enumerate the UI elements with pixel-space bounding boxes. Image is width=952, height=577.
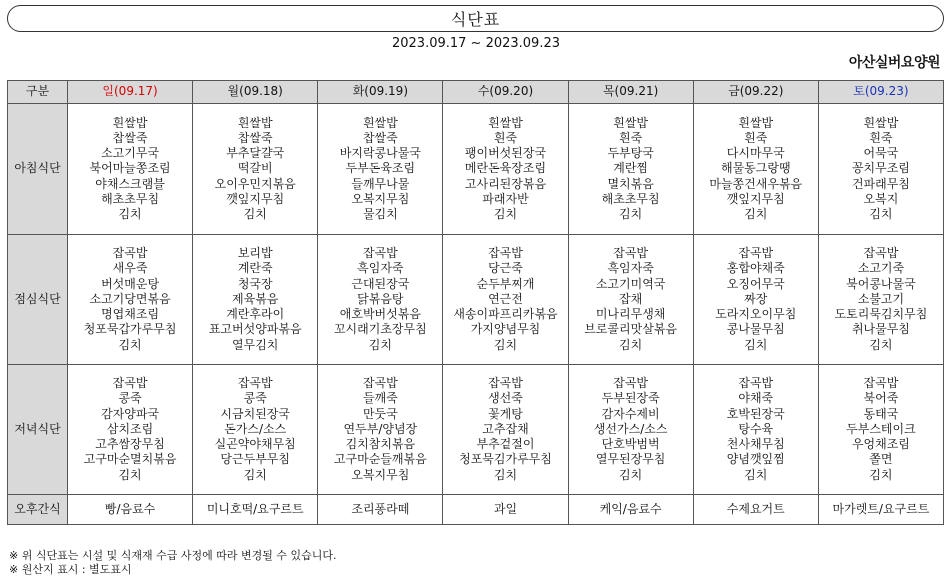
dish-item: 김치 (243, 467, 267, 482)
dish-item: 실곤약야채무침 (214, 437, 296, 452)
dish-item: 표고버섯양파볶음 (208, 322, 302, 337)
dish-item: 잡곡밥 (362, 376, 398, 391)
dish-item: 부추달걀국 (226, 146, 285, 161)
dish-item: 청국장 (237, 276, 273, 291)
dish-item: 고사리된장볶음 (464, 176, 547, 191)
dish-item: 찹쌀죽 (237, 130, 273, 145)
dish-item: 소고기죽 (857, 261, 905, 276)
dish-item: 오복지 (863, 191, 899, 206)
dish-item: 김치 (493, 337, 518, 352)
dish-item: 브로콜리맛살볶음 (584, 322, 677, 337)
dish-item: 김치 (619, 337, 643, 352)
dish-item: 김치 (243, 207, 267, 221)
menu-cell (568, 365, 693, 495)
dish-item: 김치 (118, 337, 142, 352)
dish-item: 김치 (118, 467, 142, 482)
dish-item: 돈가스/소스 (224, 421, 287, 436)
dish-item: 잡곡밥 (362, 246, 398, 261)
dish-item: 고구마순들깨볶음 (333, 452, 427, 467)
dish-item: 잡곡밥 (738, 246, 774, 261)
day-header: 금(09.22) (693, 81, 818, 104)
dish-item: 김치 (619, 207, 643, 221)
meal-row-lunch (8, 235, 944, 365)
facility-name: 아산실버요양원 (848, 55, 940, 71)
dish-item: 홍합야채죽 (726, 261, 785, 276)
menu-cell (68, 365, 193, 495)
dish-item: 생선죽 (488, 391, 523, 406)
corner-header: 구분 (8, 81, 68, 104)
dish-item: 소고기무국 (101, 146, 160, 161)
dish-item: 당근두부무침 (220, 452, 290, 467)
dish-item: 흰쌀밥 (488, 115, 523, 130)
dish-item: 미니호떡/요구르트 (206, 501, 304, 516)
dish-item: 김치 (368, 337, 392, 352)
dish-item: 콩죽 (118, 391, 142, 406)
menu-cell (818, 365, 943, 495)
dish-item: 케익/음료수 (599, 501, 662, 516)
day-header: 목(09.21) (568, 81, 693, 104)
dish-item: 꼬시래기초장무침 (333, 322, 427, 337)
dish-item: 흑임자죽 (357, 261, 404, 276)
dish-item: 감자양파국 (101, 406, 160, 421)
dish-item: 두부스테이크 (846, 421, 916, 436)
dish-item: 잡곡밥 (488, 376, 523, 391)
dish-item: 빵/음료수 (104, 501, 156, 516)
dish-item: 잡곡밥 (237, 376, 273, 391)
menu-cell (318, 235, 443, 365)
dish-item: 흰쌀밥 (112, 115, 148, 130)
dish-item: 가지양념무침 (470, 322, 541, 337)
dish-item: 콩죽 (243, 391, 267, 406)
meal-label: 저녁식단 (8, 365, 68, 495)
menu-cell (68, 235, 193, 365)
dish-item: 고추쌈장무침 (95, 437, 165, 452)
dish-item: 새우죽 (112, 261, 148, 276)
dish-item: 파래자반 (482, 191, 529, 206)
dish-item: 시금치된장국 (220, 406, 290, 421)
menu-cell (693, 365, 818, 495)
dish-item: 쫄면 (869, 452, 893, 467)
dish-item: 양념깻잎찜 (726, 452, 785, 467)
menu-cell (818, 495, 943, 525)
dish-item: 김치 (118, 207, 142, 221)
dish-item: 삼치조림 (106, 421, 154, 436)
dish-item: 단호박범벅 (601, 437, 660, 452)
dish-item: 잡곡밥 (613, 376, 649, 391)
dish-item: 계란찜 (613, 161, 649, 176)
dish-item: 오복지무침 (351, 467, 410, 482)
dish-item: 부추겉절이 (476, 437, 535, 452)
dish-item: 팽이버섯된장국 (464, 146, 547, 161)
dish-item: 만둣국 (362, 406, 398, 421)
day-header: 수(09.20) (443, 81, 568, 104)
dish-item: 해초초무침 (601, 191, 660, 206)
dish-item: 북어콩나물국 (846, 276, 916, 291)
dish-item: 멸치볶음 (607, 176, 654, 191)
dish-item: 북어마늘쫑조림 (89, 161, 171, 176)
dish-item: 고구마순멸치볶음 (83, 452, 177, 467)
dish-item: 보리밥 (237, 246, 273, 261)
dish-item: 두부탕국 (607, 146, 654, 161)
dish-item: 연두부/양념장 (343, 421, 418, 436)
dish-item: 김치 (869, 467, 893, 482)
dish-item: 꽃게탕 (488, 406, 523, 421)
menu-cell (318, 104, 443, 235)
dish-item: 건파래무침 (851, 176, 910, 191)
dish-item: 야채죽 (738, 391, 774, 406)
dish-item: 미나리무생채 (595, 307, 666, 322)
dish-item: 조리퐁라떼 (351, 501, 410, 516)
dish-item: 고추잡채 (482, 421, 529, 436)
menu-cell (693, 104, 818, 235)
dish-item: 애호박버섯볶음 (339, 307, 421, 322)
dish-item: 잡곡밥 (863, 376, 899, 391)
dish-item: 계란후라이 (226, 307, 285, 322)
dish-item: 천사채무침 (726, 437, 785, 452)
dish-item: 깻잎지무침 (726, 191, 785, 206)
dish-item: 해물동그랑땡 (720, 161, 791, 176)
dish-item: 꽁치무조림 (851, 161, 910, 176)
dish-item: 청포묵김가루무침 (459, 452, 552, 467)
dish-item: 동태국 (863, 406, 899, 421)
note-change: ※ 위 식단표는 시설 및 식재재 수급 사정에 따라 변경될 수 있습니다. (9, 549, 337, 562)
dish-item: 김치 (493, 207, 518, 221)
menu-cell (443, 235, 568, 365)
dish-item: 소고기미역국 (595, 276, 666, 291)
header-row (8, 81, 944, 104)
dish-item: 당근죽 (488, 261, 523, 276)
meal-label: 아침식단 (8, 104, 68, 235)
meal-row-dinner (8, 365, 944, 495)
meal-row-snack (8, 495, 944, 525)
day-header: 화(09.19) (318, 81, 443, 104)
dish-item: 다시마무국 (726, 146, 785, 161)
dish-item: 과일 (493, 501, 518, 516)
dish-item: 제육볶음 (232, 291, 279, 306)
page-title: 식단표 (450, 10, 501, 29)
dish-item: 짜장 (744, 291, 768, 306)
dish-item: 물김치 (362, 207, 398, 221)
dish-item: 연근전 (488, 291, 523, 306)
dish-item: 잡곡밥 (112, 376, 148, 391)
dish-item: 버섯매운탕 (101, 276, 160, 291)
dish-item: 잡곡밥 (863, 246, 899, 261)
dish-item: 도라지오이무침 (715, 307, 797, 322)
dish-item: 우엉채조림 (851, 437, 910, 452)
dish-item: 흰죽 (744, 130, 768, 145)
meal-label: 점심식단 (8, 235, 68, 365)
dish-item: 수제요거트 (726, 501, 785, 516)
dish-item: 열무김치 (232, 337, 279, 352)
dish-item: 야채스크램블 (95, 176, 165, 191)
dish-item: 흰쌀밥 (738, 115, 774, 130)
menu-cell (193, 365, 318, 495)
menu-cell (68, 104, 193, 235)
dish-item: 명엽채조림 (101, 307, 160, 322)
dish-item: 오이우민지볶음 (214, 176, 296, 191)
meal-row-breakfast (8, 104, 944, 235)
dish-item: 어묵국 (863, 146, 899, 161)
dish-item: 두부된장죽 (601, 391, 660, 406)
menu-cell (568, 495, 693, 525)
dish-item: 열무된장무침 (595, 452, 666, 467)
dish-item: 두부돈육조림 (345, 161, 416, 176)
dish-item: 흰죽 (493, 130, 518, 145)
dish-item: 메란돈육장조림 (464, 161, 547, 176)
dish-item: 김치 (619, 467, 643, 482)
day-header: 토(09.23) (818, 81, 943, 104)
dish-item: 잡곡밥 (488, 246, 523, 261)
dish-item: 흰쌀밥 (237, 115, 273, 130)
dish-item: 마늘쫑건새우볶음 (709, 176, 803, 191)
dish-item: 호박된장국 (726, 406, 785, 421)
dish-item: 해초초무침 (101, 191, 160, 206)
menu-cell (318, 365, 443, 495)
dish-item: 깻잎지무침 (226, 191, 285, 206)
dish-item: 오복지무침 (351, 191, 410, 206)
dish-item: 찹쌀죽 (112, 130, 148, 145)
menu-cell (443, 365, 568, 495)
dish-item: 생선가스/소스 (593, 421, 668, 436)
day-header: 월(09.18) (193, 81, 318, 104)
meal-label: 오후간식 (8, 495, 68, 525)
menu-cell (693, 495, 818, 525)
dish-item: 바지락콩나물국 (339, 146, 421, 161)
menu-cell (818, 104, 943, 235)
dish-item: 도토리묵김치무침 (834, 307, 928, 322)
dish-item: 떡갈비 (237, 161, 273, 176)
day-header: 일(09.17) (68, 81, 193, 104)
menu-cell (193, 495, 318, 525)
dish-item: 김치참치볶음 (345, 437, 416, 452)
dish-item: 북어죽 (863, 391, 899, 406)
menu-cell (568, 104, 693, 235)
menu-table (7, 80, 944, 525)
dish-item: 찹쌀죽 (362, 130, 398, 145)
dish-item: 흰죽 (869, 130, 893, 145)
dish-item: 취나물무침 (851, 322, 910, 337)
dish-item: 잡곡밥 (613, 246, 649, 261)
dish-item: 김치 (744, 467, 768, 482)
dish-item: 김치 (744, 207, 768, 221)
menu-cell (443, 104, 568, 235)
dish-item: 잡채 (619, 291, 643, 306)
menu-cell (693, 235, 818, 365)
menu-cell (443, 495, 568, 525)
dish-item: 새송이파프리카볶음 (453, 307, 558, 322)
dish-item: 근대된장국 (351, 276, 410, 291)
dish-item: 흰쌀밥 (362, 115, 398, 130)
dish-item: 순두부찌개 (476, 276, 535, 291)
dish-item: 잡곡밥 (738, 376, 774, 391)
menu-period: 2023.09.17 ~ 2023.09.23 (391, 36, 561, 51)
dish-item: 김치 (744, 337, 768, 352)
menu-cell (568, 235, 693, 365)
dish-item: 닭볶음탕 (357, 291, 404, 306)
menu-cell (193, 104, 318, 235)
menu-cell (193, 235, 318, 365)
dish-item: 잡곡밥 (112, 246, 148, 261)
dish-item: 감자수제비 (601, 406, 660, 421)
dish-item: 김치 (869, 337, 893, 352)
menu-cell (818, 235, 943, 365)
dish-item: 계란죽 (237, 261, 273, 276)
dish-item: 마가렛트/요구르트 (832, 501, 930, 516)
dish-item: 김치 (493, 467, 518, 482)
dish-item: 청포묵갑가루무침 (83, 322, 177, 337)
title-box (7, 5, 944, 32)
dish-item: 콩나물무침 (726, 322, 785, 337)
dish-item: 탕수육 (738, 421, 774, 436)
dish-item: 들깨죽 (362, 391, 398, 406)
dish-item: 흑임자죽 (607, 261, 654, 276)
menu-cell (318, 495, 443, 525)
dish-item: 소고기당면볶음 (89, 291, 171, 306)
dish-item: 김치 (869, 207, 893, 221)
dish-item: 소불고기 (857, 291, 905, 306)
dish-item: 흰쌀밥 (863, 115, 899, 130)
dish-item: 오징어무국 (726, 276, 785, 291)
dish-item: 흰죽 (619, 130, 643, 145)
note-origin: ※ 원산지 표시 : 별도표시 (9, 563, 132, 576)
dish-item: 흰쌀밥 (613, 115, 649, 130)
menu-cell (68, 495, 193, 525)
dish-item: 들깨무나물 (351, 176, 410, 191)
